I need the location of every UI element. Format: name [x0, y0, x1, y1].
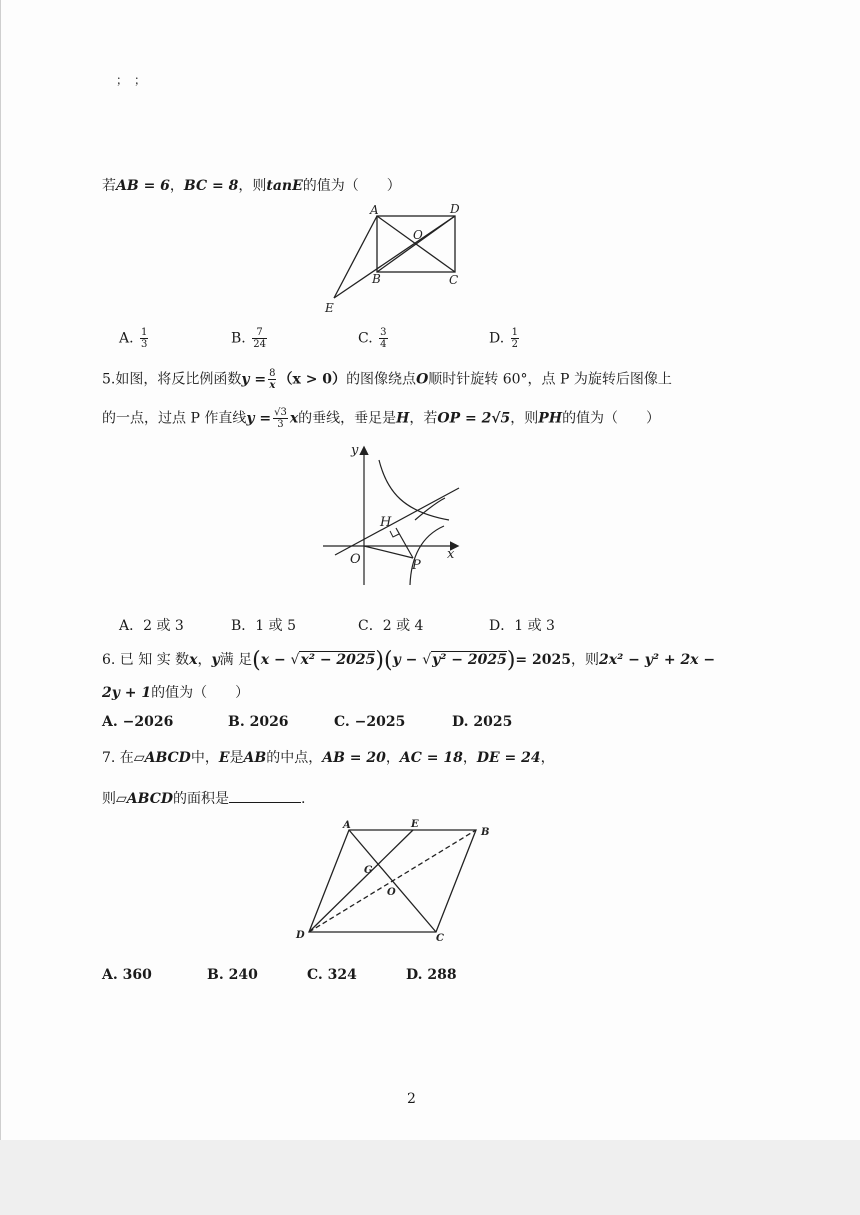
q7-label-e: E: [411, 819, 419, 830]
q4-line-ae: [334, 216, 377, 298]
q7-option-a[interactable]: A. 360: [102, 967, 152, 983]
q4-option-c[interactable]: C. $\frac{3}{4}$: [358, 327, 387, 350]
q5-line-1: 5.如图，将反比例函数y = $\frac{8}{x}$ （x > 0）的图像绕点O顺时针旋转 60°，点 P 为旋转后图像上: [102, 368, 672, 391]
background-strip: [0, 1140, 860, 1215]
page-number: 2: [407, 1091, 416, 1107]
q4-tan: tanE: [266, 178, 303, 194]
q4-ab: AB = 6: [116, 178, 170, 194]
q5-label-x: x: [447, 547, 455, 562]
q4-mid: ，则: [238, 178, 267, 194]
q4-label-c: C: [449, 273, 459, 287]
q7-figure: [291, 815, 501, 945]
q7-label-g: G: [364, 865, 373, 876]
q5-label-o: O: [350, 552, 361, 567]
q4-option-a[interactable]: A. $\frac{1}{3}$: [119, 327, 148, 350]
q5-line-2: 的一点，过点 P 作直线y = $\frac{√3}{3}$ x的垂线，垂足是H，若OP = 2√5，则PH的值为（ ）: [102, 407, 661, 430]
q4-text: [102, 176, 401, 196]
q7-label-d: D: [296, 930, 305, 941]
q4-tail: 的值为（ ）: [302, 178, 401, 194]
q4-bc: BC = 8: [183, 178, 239, 194]
q4-sep: ，: [169, 178, 184, 194]
q5-segment-op: [364, 546, 413, 558]
q5-label-y: y: [351, 443, 359, 458]
q4-label-e: E: [325, 301, 334, 315]
q7-line-2: 则▱ABCD的面积是 .: [102, 788, 305, 809]
q7-line-1: 7. 在▱ABCD中，E是AB的中点，AB = 20，AC = 18，DE = 24，: [102, 750, 555, 766]
q5-option-b[interactable]: B．1 或 5: [231, 618, 297, 634]
q5-line-sqrt3-over-3: [335, 488, 459, 555]
q7-answer-blank[interactable]: [229, 788, 301, 803]
q6-option-a[interactable]: A. −2026: [102, 714, 174, 730]
q6-option-b[interactable]: B. 2026: [228, 714, 289, 730]
q7-segment-de: [309, 830, 413, 932]
q4-label-d: D: [450, 202, 460, 216]
q6-option-d[interactable]: D. 2025: [452, 714, 513, 730]
q7-label-o: O: [387, 887, 396, 898]
q7-option-c[interactable]: C. 324: [307, 967, 357, 983]
q5-label-p: P: [412, 558, 421, 573]
q5-option-d[interactable]: D．1 或 3: [489, 618, 555, 634]
header-marks: ；；: [116, 73, 159, 87]
q7-diagonal-db: [309, 830, 476, 932]
q4-option-b[interactable]: B. $\frac{7}{24}$: [231, 327, 266, 350]
q4-option-d[interactable]: D. $\frac{1}{2}$: [489, 327, 519, 350]
q7-option-d[interactable]: D. 288: [406, 967, 457, 983]
q5-hyperbola: [379, 460, 449, 520]
q6-line-1: 6. 已 知 实 数x，y满 足(x − √x² − 2025)(y − √y² − 2025)= 2025，则2x² − y² + 2x −: [102, 648, 716, 673]
q6-option-c[interactable]: C. −2025: [334, 714, 406, 730]
q5-rotated-curve-lower: [410, 526, 444, 585]
q4-figure: [319, 200, 469, 318]
q5-figure: [319, 440, 469, 590]
q4-label-a: A: [370, 203, 379, 217]
q6-line-2: 2y + 1的值为（ ）: [102, 685, 250, 701]
q4-intro: 若: [102, 178, 116, 194]
q4-label-b: B: [372, 272, 381, 286]
q5-label-h: H: [380, 515, 392, 530]
q7-label-b: B: [481, 827, 490, 838]
q7-label-c: C: [436, 933, 444, 944]
q7-option-b[interactable]: B. 240: [207, 967, 258, 983]
q5-option-c[interactable]: C．2 或 4: [358, 618, 424, 634]
q7-label-a: A: [343, 820, 351, 831]
q5-perpendicular-ph: [396, 528, 413, 558]
q4-label-o: O: [413, 228, 423, 242]
q5-option-a[interactable]: A．2 或 3: [119, 618, 184, 634]
